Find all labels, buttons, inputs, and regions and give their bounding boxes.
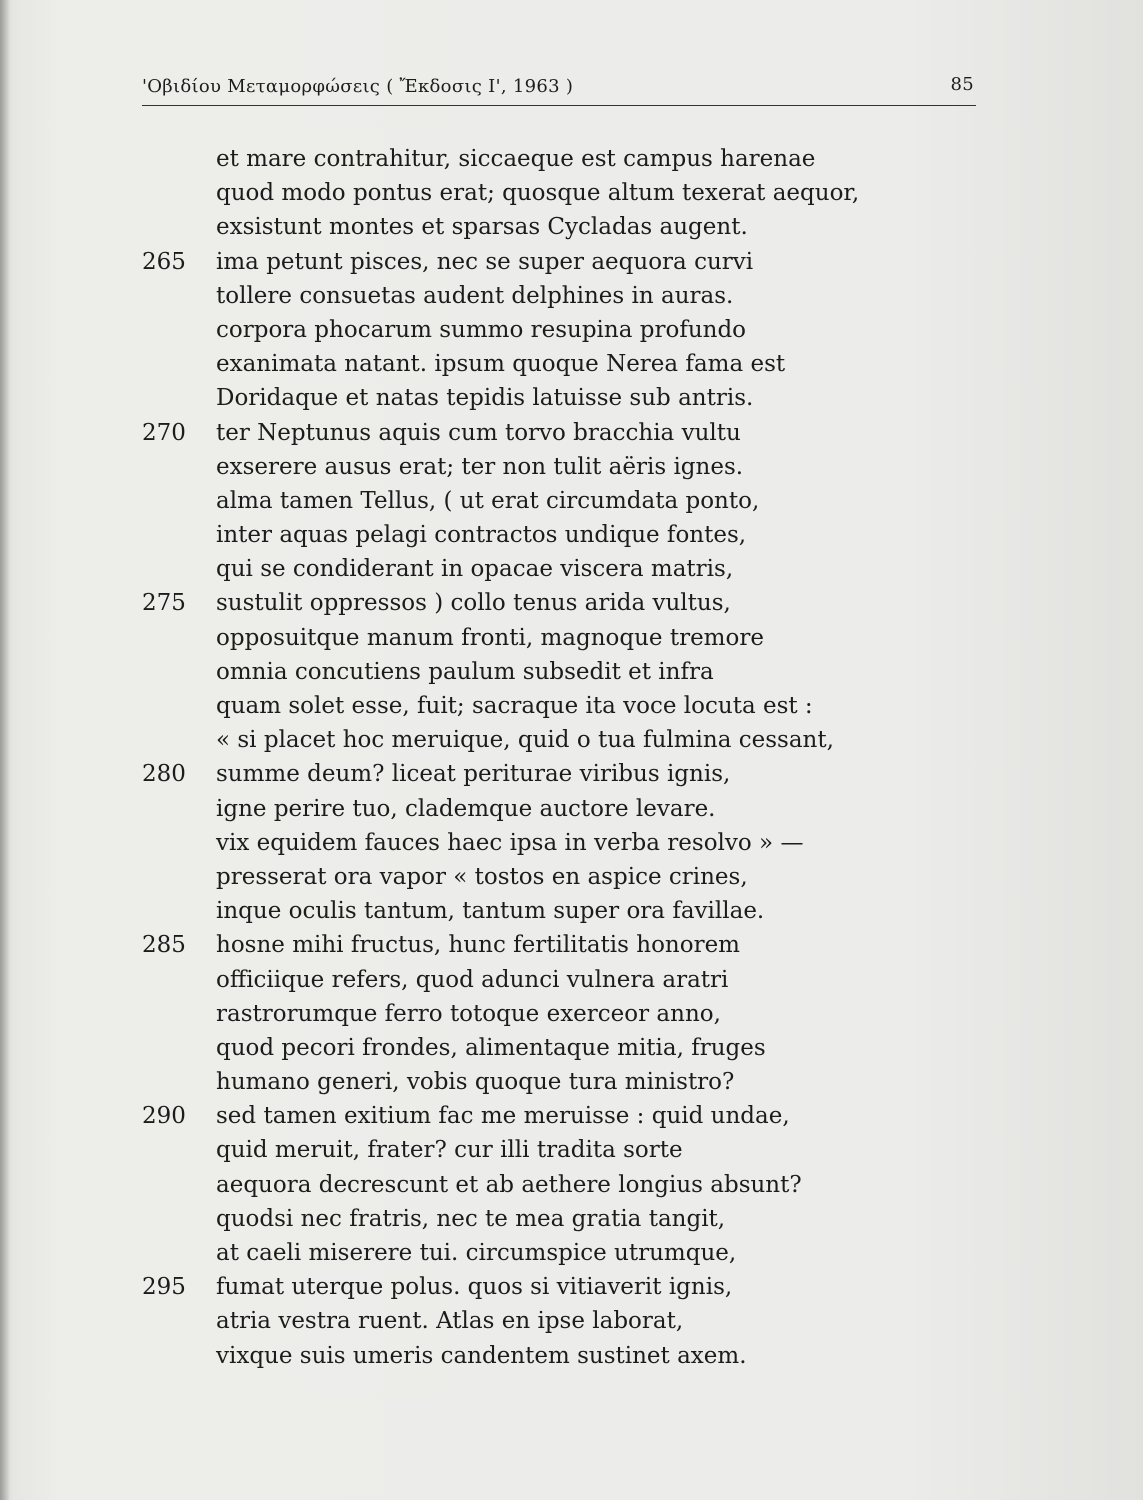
verse-line (140, 586, 1000, 620)
verse-text: fumat uterque polus. quos si vitiaverit ignis, (216, 1274, 733, 1301)
verse-text: vix equidem fauces haec ipsa in verba resolvo » — (216, 829, 804, 856)
verse-line (140, 1133, 1000, 1167)
verse-text: igne perire tuo, clademque auctore levare. (216, 795, 716, 822)
line-number: 280 (142, 761, 186, 788)
verse-line (140, 279, 1000, 313)
verse-text: hosne mihi fructus, hunc fertilitatis honorem (216, 932, 740, 959)
verse-text: ima petunt pisces, nec se super aequora curvi (216, 248, 754, 275)
verse-line (140, 621, 1000, 655)
page-number: 85 (950, 74, 974, 95)
verse-text: quod modo pontus erat; quosque altum texerat aequor, (216, 180, 860, 207)
verse-line (140, 210, 1000, 244)
verse-text: quodsi nec fratris, nec te mea gratia tangit, (216, 1205, 726, 1232)
verse-text: sustulit oppressos ) collo tenus arida vultus, (216, 590, 731, 617)
verse-text: tollere consuetas audent delphines in auras. (216, 282, 734, 309)
verse-line (140, 1099, 1000, 1133)
verse-line (140, 997, 1000, 1031)
header-title: 'Οβιδίου Μεταμορφώσεις ( Ἔκδοσις Ι', 1963 ) (142, 76, 574, 97)
verse-text: quod pecori frondes, alimentaque mitia, fruges (216, 1034, 766, 1061)
header-rule (142, 105, 976, 106)
verse-text: Doridaque et natas tepidis latuisse sub antris. (216, 385, 754, 412)
verse-text: quid meruit, frater? cur illi tradita sorte (216, 1137, 683, 1164)
verse-line (140, 689, 1000, 723)
verse-text: vixque suis umeris candentem sustinet axem. (216, 1342, 747, 1369)
verse-text: quam solet esse, fuit; sacraque ita voce locuta est : (216, 693, 813, 719)
line-number: 295 (142, 1274, 186, 1301)
line-number: 270 (142, 419, 186, 446)
verse-line (140, 381, 1000, 415)
line-number: 285 (142, 932, 186, 959)
verse-text: sed tamen exitium fac me meruisse : quid undae, (216, 1103, 790, 1130)
verse-text: at caeli miserere tui. circumspice utrumque, (216, 1240, 737, 1266)
verse-text: inque oculis tantum, tantum super ora favillae. (216, 898, 765, 925)
verse-line (140, 723, 1000, 757)
verse-line (140, 416, 1000, 450)
line-number: 275 (142, 590, 186, 617)
verse-text: inter aquas pelagi contractos undique fontes, (216, 522, 747, 549)
verse-text: presserat ora vapor « tostos en aspice crines, (216, 863, 748, 890)
verse-line (140, 928, 1000, 962)
verse-line (140, 176, 1000, 210)
binding-shadow (0, 0, 10, 1500)
verse-text: corpora phocarum summo resupina profundo (216, 316, 747, 343)
verse-line (140, 860, 1000, 894)
verse-line (140, 1270, 1000, 1304)
verse-line (140, 963, 1000, 997)
verse-text: alma tamen Tellus, ( ut erat circumdata ponto, (216, 487, 760, 514)
verse-line (140, 142, 1000, 176)
verse-text: aequora decrescunt et ab aethere longius absunt? (216, 1171, 802, 1198)
verse-line (140, 757, 1000, 791)
verse-text: ter Neptunus aquis cum torvo bracchia vultu (216, 419, 741, 446)
verse-text: et mare contrahitur, siccaeque est campus harenae (216, 146, 816, 172)
verse-text: omnia concutiens paulum subsedit et infra (216, 658, 714, 685)
verse-line (140, 655, 1000, 689)
verse-line (140, 245, 1000, 279)
verse-line (140, 1031, 1000, 1065)
verse-line (140, 552, 1000, 586)
verse-line (140, 826, 1000, 860)
line-number: 290 (142, 1103, 186, 1130)
verse-text: atria vestra ruent. Atlas en ipse laborat, (216, 1308, 684, 1335)
verse-line (140, 484, 1000, 518)
verse-text: « si placet hoc meruique, quid o tua fulmina cessant, (216, 727, 834, 754)
verse-line (140, 347, 1000, 381)
verse-line (140, 1339, 1000, 1373)
verse-block (140, 142, 1000, 1373)
verse-text: qui se condiderant in opacae viscera matris, (216, 556, 734, 583)
verse-line (140, 1202, 1000, 1236)
verse-text: summe deum? liceat periturae viribus ignis, (216, 761, 731, 788)
verse-text: opposuitque manum fronti, magnoque tremore (216, 624, 764, 651)
verse-line (140, 792, 1000, 826)
verse-text: exsistunt montes et sparsas Cycladas augent. (216, 214, 748, 241)
verse-text: rastrorumque ferro totoque exerceor anno, (216, 1000, 721, 1027)
verse-line (140, 450, 1000, 484)
line-number: 265 (142, 248, 186, 275)
verse-text: humano generi, vobis quoque tura ministro? (216, 1069, 735, 1096)
verse-line (140, 1304, 1000, 1338)
verse-text: exserere ausus erat; ter non tulit aëris ignes. (216, 453, 744, 480)
running-header (142, 70, 976, 104)
verse-line (140, 518, 1000, 552)
verse-text: officiique refers, quod adunci vulnera aratri (216, 966, 729, 993)
verse-line (140, 1065, 1000, 1099)
verse-line (140, 894, 1000, 928)
verse-text: exanimata natant. ipsum quoque Nerea fama est (216, 351, 786, 378)
verse-line (140, 1168, 1000, 1202)
verse-line (140, 313, 1000, 347)
verse-line (140, 1236, 1000, 1270)
